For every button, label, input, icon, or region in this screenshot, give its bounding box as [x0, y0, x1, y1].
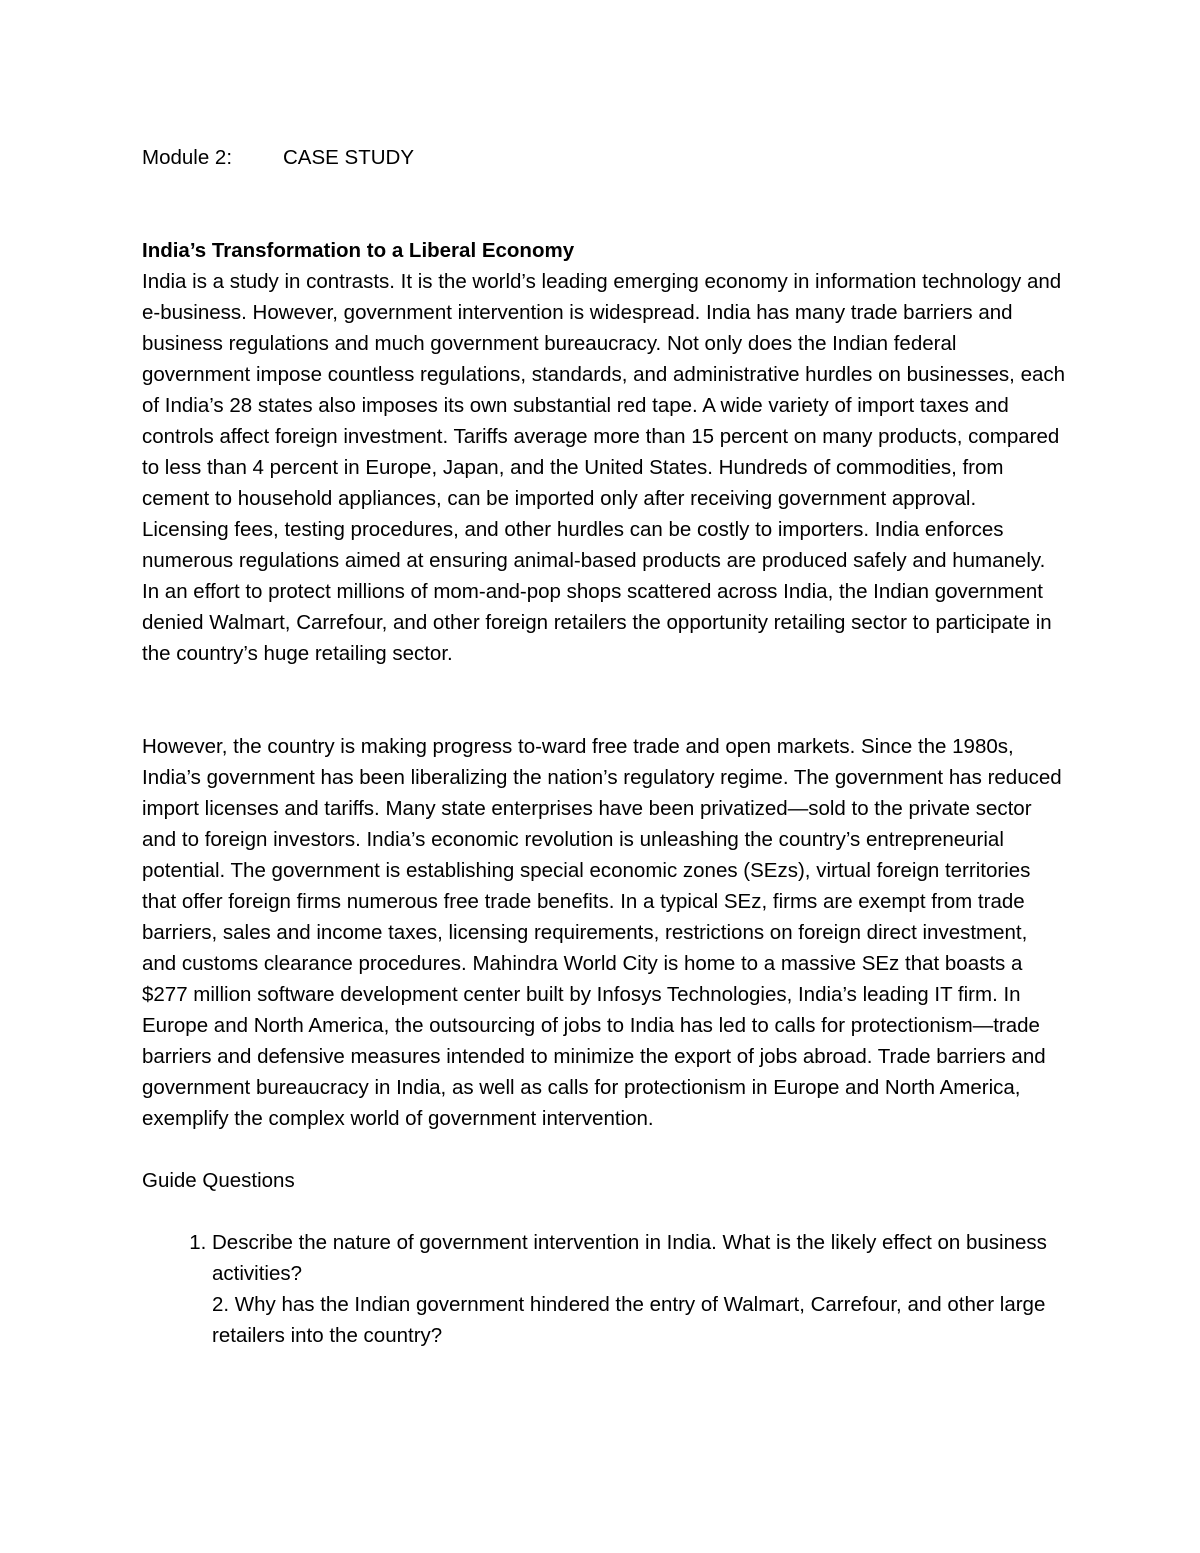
case-title: India’s Transformation to a Liberal Economy — [142, 239, 575, 262]
module-header — [142, 142, 1067, 173]
case-paragraph-2: However, the country is making progress to-ward free trade and open markets. Since the 1980s, India’s government has been liberalizing the nation’s regulatory regime. The government has reduced import licenses and tariffs. Many state enterprises have been privatized—sold to the private sector and to foreign investors. India’s economic revolution is unleashing the country’s entrepreneurial potential. The government is establishing special economic zones (SEzs), virtual foreign territories that offer foreign firms numerous free trade benefits. In a typical SEz, firms are exempt from trade barriers, sales and income taxes, licensing requirements, restrictions on foreign direct investment, and customs clearance procedures. Mahindra World City is home to a massive SEz that boasts a $277 million software development center built by Infosys Technologies, India’s leading IT firm. In Europe and North America, the outsourcing of jobs to India has led to calls for protectionism—trade barriers and defensive measures intended to minimize the export of jobs abroad. Trade barriers and government bureaucracy in India, as well as calls for protectionism in Europe and North America, exemplify the complex world of government intervention. — [142, 735, 1062, 1130]
guide-questions-list — [142, 1227, 1067, 1351]
spacer — [142, 173, 1067, 235]
guide-questions-heading: Guide Questions — [142, 1169, 295, 1192]
guide-question-2: 2. Why has the Indian government hindered the entry of Walmart, Carrefour, and other large retailers into the country? — [212, 1293, 1046, 1347]
guide-question-item — [212, 1227, 1067, 1351]
guide-question-1: Describe the nature of government intervention in India. What is the likely effect on business activities? — [212, 1231, 1047, 1285]
module-label: Module 2: — [142, 146, 233, 169]
spacer — [142, 1134, 1067, 1165]
case-paragraph-1: India is a study in contrasts. It is the world’s leading emerging economy in information technology and e-business. However, government intervention is widespread. India has many trade barriers and business regulations and much government bureaucracy. Not only does the Indian federal government impose countless regulations, standards, and administrative hurdles on businesses, each of India’s 28 states also imposes its own substantial red tape. A wide variety of import taxes and controls affect foreign investment. Tariffs average more than 15 percent on many products, compared to less than 4 percent in Europe, Japan, and the United States. Hundreds of commodities, from cement to household appliances, can be imported only after receiving government approval. Licensing fees, testing procedures, and other hurdles can be costly to importers. India enforces numerous regulations aimed at ensuring animal-based products are produced safely and humanely. In an effort to protect millions of mom-and-pop shops scattered across India, the Indian government denied Walmart, Carrefour, and other foreign retailers the opportunity retailing sector to participate in the country’s huge retailing sector. — [142, 270, 1066, 665]
spacer — [142, 669, 1067, 731]
module-type: CASE STUDY — [283, 146, 414, 169]
document-body — [142, 142, 1067, 1351]
